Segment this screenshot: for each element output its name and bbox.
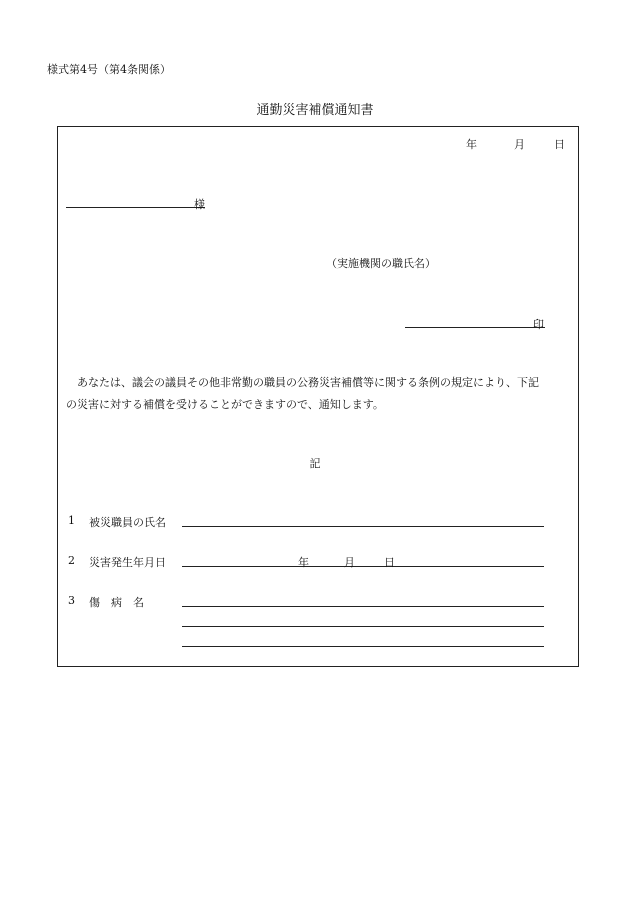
item-3-label: 傷 病 名: [89, 596, 144, 609]
injury-name-line-2: [182, 626, 544, 627]
date-month-label: 月: [514, 138, 525, 151]
incident-day-label: 日: [384, 556, 395, 569]
victim-name-line: [182, 526, 544, 527]
form-id: 様式第4号（第4条関係）: [47, 63, 171, 76]
item-1-number: 1: [68, 514, 75, 527]
item-3-number: 3: [68, 594, 75, 607]
item-1-label: 被災職員の氏名: [89, 516, 166, 529]
notice-body: [66, 372, 572, 416]
ki-heading: 記: [309, 457, 321, 470]
date-day-label: 日: [554, 138, 565, 151]
notice-body-line-1: あなたは、議会の議員その他非常勤の職員の公務災害補償等に関する条例の規定により、下記: [77, 376, 539, 389]
injury-name-line-3: [182, 646, 544, 647]
notice-date-row: [466, 136, 565, 152]
document-title: 通勤災害補償通知書: [256, 103, 374, 118]
incident-year-label: 年: [298, 556, 309, 569]
addressee-name-line: [66, 207, 205, 208]
addressee-suffix: 様: [194, 198, 205, 211]
incident-month-label: 月: [344, 556, 355, 569]
incident-date-row: [298, 554, 395, 570]
item-2-label: 災害発生年月日: [89, 556, 166, 569]
issuer-label: （実施機関の職氏名）: [326, 257, 436, 270]
date-year-label: 年: [466, 138, 477, 151]
issuer-name-line: [405, 327, 545, 328]
item-2-number: 2: [68, 554, 75, 567]
notice-body-line-2: の災害に対する補償を受けることができますので、通知します。: [66, 398, 384, 411]
seal-mark: 印: [533, 318, 544, 331]
injury-name-line-1: [182, 606, 544, 607]
